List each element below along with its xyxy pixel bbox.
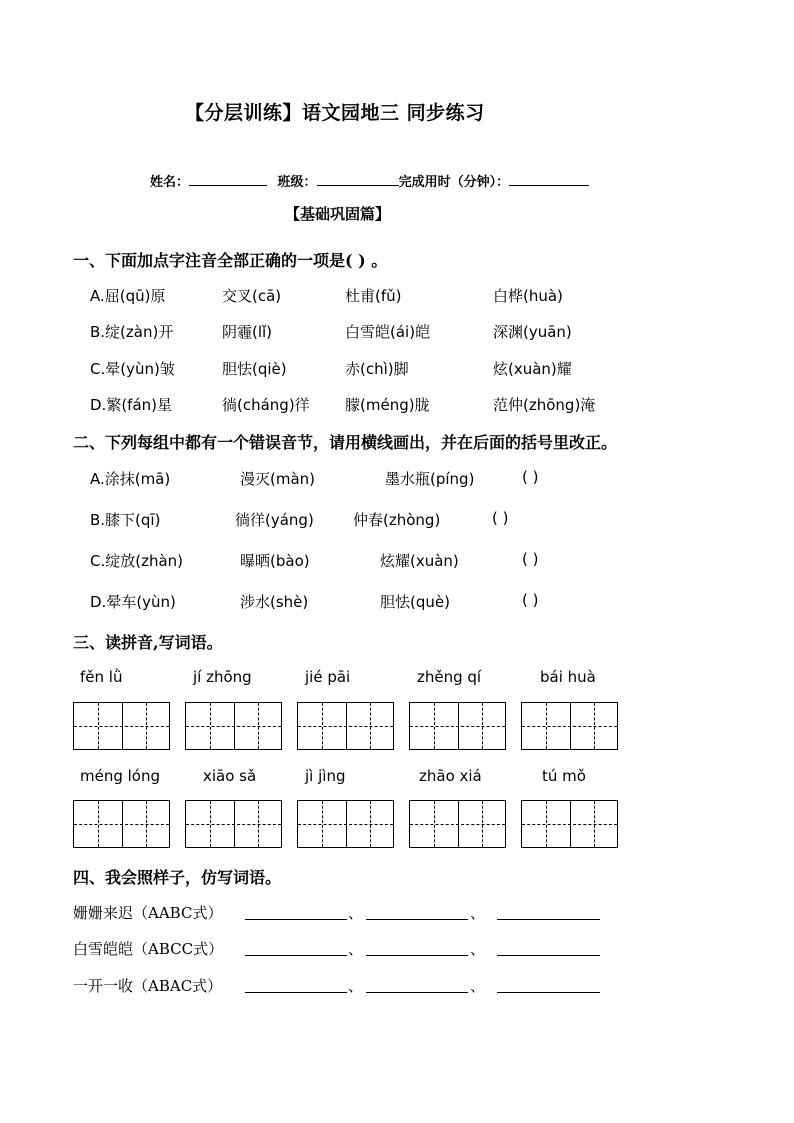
q3-prompt: 三、读拼音,写词语。 — [73, 633, 223, 652]
class-label: 班级： — [277, 175, 317, 190]
pinyin-label: tú mǒ — [542, 767, 586, 785]
answer-line[interactable] — [497, 955, 600, 956]
q1-option: 胆怯(qiè) — [222, 360, 287, 378]
q1-prompt: 一、下面加点字注音全部正确的一项是( ) 。 — [73, 251, 388, 270]
pinyin-label: jié pāi — [305, 668, 351, 686]
q1-option: 深渊(yuān) — [493, 323, 572, 341]
q1-option: 交叉(cā) — [222, 287, 282, 305]
time-label: 完成用时（分钟）： — [398, 175, 510, 190]
pinyin-label: jì jìng — [305, 767, 346, 785]
answer-line[interactable] — [245, 955, 347, 956]
writing-grid[interactable] — [185, 800, 282, 848]
q1-option: 阴霾(lǐ) — [222, 323, 273, 341]
q2-option: 仲春(zhòng) — [353, 511, 441, 529]
name-label: 姓名： — [150, 175, 190, 190]
q1-option: 徜(cháng)徉 — [222, 396, 310, 414]
separator: 、 — [470, 940, 486, 958]
answer-line[interactable] — [245, 919, 347, 920]
q2-option: 徜徉(yáng) — [235, 511, 314, 529]
writing-grid[interactable] — [73, 702, 170, 750]
q2-option: C.绽放(zhàn) — [90, 552, 184, 570]
writing-grid[interactable] — [521, 800, 618, 848]
q2-option: B.膝下(qī) — [90, 511, 161, 529]
separator: 、 — [470, 977, 486, 995]
pinyin-label: méng lóng — [80, 767, 161, 785]
q2-option: 墨水瓶(píng) — [385, 470, 475, 488]
pinyin-label: xiāo sǎ — [203, 767, 257, 785]
pinyin-label: zhěng qí — [417, 668, 482, 686]
writing-grid[interactable] — [409, 800, 506, 848]
q2-option: 炫耀(xuàn) — [380, 552, 459, 570]
writing-grid[interactable] — [521, 702, 618, 750]
q2-option: A.涂抹(mā) — [90, 470, 171, 488]
q4-prompt: 四、我会照样子，仿写词语。 — [73, 868, 282, 887]
pinyin-label: fěn lǜ — [80, 668, 123, 686]
answer-line[interactable] — [366, 955, 468, 956]
answer-line[interactable] — [245, 992, 347, 993]
q2-prompt: 二、下列每组中都有一个错误音节，请用横线画出，并在后面的括号里改正。 — [73, 433, 618, 452]
writing-grid[interactable] — [297, 702, 394, 750]
q1-option: 白雪皑(ái)皑 — [345, 323, 431, 341]
q1-option: D.繁(fán)星 — [90, 396, 173, 414]
writing-grid[interactable] — [185, 702, 282, 750]
pinyin-label: bái huà — [540, 668, 596, 686]
separator: 、 — [348, 904, 364, 922]
pinyin-label: jí zhōng — [193, 668, 252, 686]
q1-option: 炫(xuàn)耀 — [493, 360, 572, 378]
q2-option: 涉水(shè) — [240, 593, 309, 611]
page-title: 【分层训练】语文园地三 同步练习 — [185, 102, 485, 124]
q1-option: B.绽(zàn)开 — [90, 323, 174, 341]
q1-option: C.晕(yùn)皱 — [90, 360, 175, 378]
writing-grid[interactable] — [73, 800, 170, 848]
pinyin-label: zhāo xiá — [419, 767, 482, 785]
answer-line[interactable] — [497, 992, 600, 993]
example-word: 一开一收（ABAC式） — [73, 977, 223, 995]
section-title: 【基础巩固篇】 — [285, 205, 391, 223]
name-field[interactable] — [189, 173, 267, 186]
writing-grid[interactable] — [297, 800, 394, 848]
q1-option: A.屈(qū)原 — [90, 287, 166, 305]
q2-option: 胆怯(què) — [380, 593, 450, 611]
q2-answer-paren[interactable]: ( ) — [522, 550, 539, 568]
q2-option: 漫灭(màn) — [240, 470, 316, 488]
example-word: 白雪皑皑（ABCC式） — [73, 940, 224, 958]
time-field[interactable] — [509, 173, 589, 186]
answer-line[interactable] — [366, 919, 468, 920]
q2-answer-paren[interactable]: ( ) — [522, 468, 539, 486]
example-word: 姗姗来迟（AABC式） — [73, 904, 223, 922]
writing-grid[interactable] — [409, 702, 506, 750]
q2-option: 曝晒(bào) — [240, 552, 310, 570]
q2-answer-paren[interactable]: ( ) — [522, 591, 539, 609]
q1-option: 赤(chì)脚 — [345, 360, 409, 378]
q2-option: D.晕车(yùn) — [90, 593, 176, 611]
separator: 、 — [348, 977, 364, 995]
q1-option: 杜甫(fǔ) — [345, 287, 402, 305]
q1-option: 白桦(huà) — [493, 287, 563, 305]
class-field[interactable] — [317, 173, 399, 186]
q1-option: 朦(méng)胧 — [345, 396, 430, 414]
separator: 、 — [348, 940, 364, 958]
q1-option: 范仲(zhōng)淹 — [493, 396, 596, 414]
answer-line[interactable] — [366, 992, 468, 993]
student-info — [150, 171, 589, 190]
q2-answer-paren[interactable]: ( ) — [492, 509, 509, 527]
answer-line[interactable] — [497, 919, 600, 920]
separator: 、 — [470, 904, 486, 922]
